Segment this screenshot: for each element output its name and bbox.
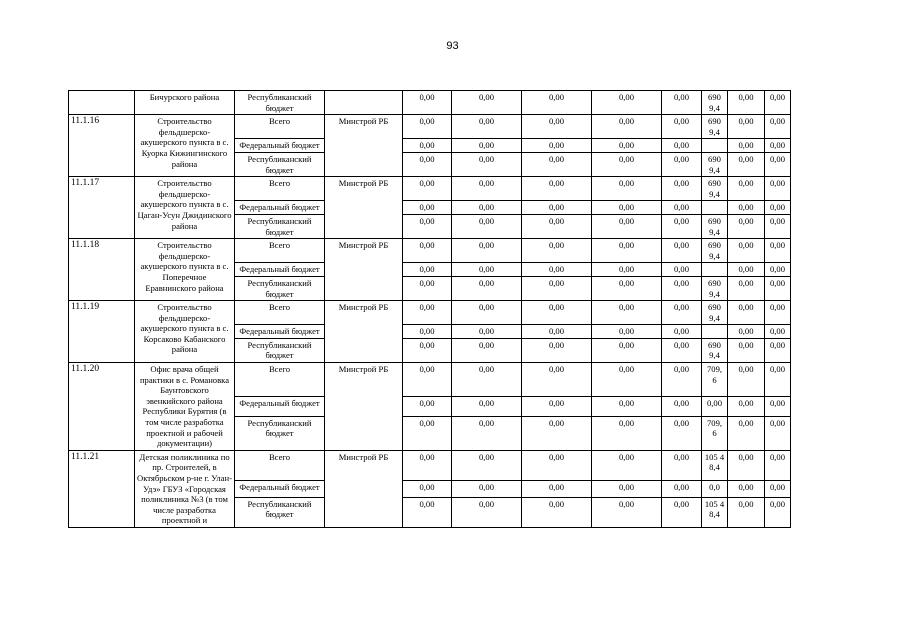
value-cell: 0,00 [662,214,702,238]
value-cell: 0,00 [728,177,765,201]
value-cell: 0,00 [662,201,702,215]
value-cell: 0,00 [522,115,592,139]
value-cell: 0,00 [662,152,702,176]
value-cell: 0,00 [728,450,765,480]
item-name-cell: Детская поликлиника по пр. Строителей, в Октябрьском р-не г. Улан-Удэ» ГБУЗ «Городская поликлиника №3 (в том числе разработка проектной и [135,450,235,527]
value-cell: 0,00 [452,301,522,325]
funding-source-cell: Федеральный бюджет [235,201,325,215]
value-cell: 0,00 [403,152,452,176]
value-cell: 0,00 [592,416,662,450]
value-cell: 0,00 [662,397,702,416]
funding-source-cell: Республиканский бюджет [235,214,325,238]
value-cell: 0,00 [452,115,522,139]
value-cell: 0,00 [765,152,791,176]
value-cell: 0,00 [728,139,765,153]
value-cell: 0,00 [592,497,662,527]
responsible-cell: Минстрой РБ [325,115,403,177]
item-name-cell: Строительство фельдшерско-акушерского пункта в с. Куорка Кижингинского района [135,115,235,177]
value-cell: 0,00 [592,363,662,397]
responsible-cell: Минстрой РБ [325,450,403,527]
table-row [69,450,791,480]
value-cell: 0,00 [592,214,662,238]
value-cell: 0,00 [403,276,452,300]
funding-source-cell: Федеральный бюджет [235,139,325,153]
value-cell: 0,00 [452,325,522,339]
value-cell: 690 9,4 [702,338,728,362]
item-code-cell: 11.1.19 [69,301,135,363]
responsible-cell: Минстрой РБ [325,177,403,239]
table-body [69,91,791,528]
value-cell: 0,00 [522,276,592,300]
value-cell: 0,00 [592,263,662,277]
value-cell: 0,00 [592,450,662,480]
value-cell: 0,00 [728,325,765,339]
value-cell: 0,00 [403,416,452,450]
funding-source-cell: Всего [235,239,325,263]
value-cell: 0,00 [522,325,592,339]
table-row [69,177,791,201]
value-cell: 0,00 [452,338,522,362]
value-cell: 0,00 [662,139,702,153]
value-cell: 690 9,4 [702,239,728,263]
funding-source-cell: Республиканский бюджет [235,152,325,176]
value-cell: 0,00 [522,397,592,416]
value-cell: 0,00 [592,91,662,115]
value-cell: 0,00 [403,301,452,325]
value-cell: 0,00 [592,301,662,325]
value-cell: 0,00 [765,480,791,497]
funding-source-cell: Республиканский бюджет [235,497,325,527]
value-cell: 0,00 [765,214,791,238]
item-code-cell: 11.1.21 [69,450,135,527]
value-cell: 0,00 [522,177,592,201]
value-cell: 0,00 [403,115,452,139]
value-cell: 0,00 [403,239,452,263]
value-cell: 0,00 [702,397,728,416]
value-cell: 0,00 [765,325,791,339]
value-cell: 0,00 [662,301,702,325]
value-cell [702,201,728,215]
value-cell: 0,00 [452,497,522,527]
value-cell: 0,00 [452,91,522,115]
value-cell: 0,00 [728,239,765,263]
value-cell: 0,00 [403,450,452,480]
value-cell: 0,00 [522,214,592,238]
funding-source-cell: Республиканский бюджет [235,416,325,450]
value-cell: 0,00 [662,263,702,277]
value-cell: 690 9,4 [702,91,728,115]
value-cell: 0,00 [728,363,765,397]
value-cell: 0,00 [728,480,765,497]
value-cell: 0,00 [592,201,662,215]
item-code-cell: 11.1.16 [69,115,135,177]
value-cell: 0,00 [522,91,592,115]
value-cell: 0,00 [592,480,662,497]
value-cell: 0,00 [403,201,452,215]
value-cell: 0,00 [452,214,522,238]
value-cell: 0,00 [728,397,765,416]
table-row [69,363,791,397]
value-cell: 0,00 [662,115,702,139]
budget-table [68,90,791,528]
item-name-cell: Строительство фельдшерско-акушерского пункта в с. Цаган-Усун Джидинского района [135,177,235,239]
value-cell: 0,00 [765,301,791,325]
value-cell: 0,00 [592,239,662,263]
value-cell [702,325,728,339]
value-cell: 0,00 [452,201,522,215]
value-cell: 0,00 [662,416,702,450]
value-cell: 0,00 [522,152,592,176]
value-cell: 0,00 [403,139,452,153]
funding-source-cell: Республиканский бюджет [235,338,325,362]
value-cell: 0,00 [452,397,522,416]
value-cell: 0,00 [765,139,791,153]
value-cell: 0,00 [662,91,702,115]
value-cell: 0,00 [728,416,765,450]
value-cell: 0,00 [592,397,662,416]
value-cell: 0,00 [662,450,702,480]
funding-source-cell: Всего [235,177,325,201]
value-cell: 0,00 [452,416,522,450]
value-cell: 0,00 [765,450,791,480]
value-cell: 0,00 [403,397,452,416]
item-name-cell: Строительство фельдшерско-акушерского пункта в с. Поперечное Еравнинского района [135,239,235,301]
value-cell: 0,00 [522,201,592,215]
value-cell: 0,00 [662,497,702,527]
responsible-cell: Минстрой РБ [325,301,403,363]
value-cell: 709, 6 [702,416,728,450]
page-number: 93 [446,40,459,52]
value-cell: 0,00 [522,301,592,325]
funding-source-cell: Всего [235,115,325,139]
value-cell: 0,00 [765,263,791,277]
value-cell: 0,00 [728,115,765,139]
value-cell: 0,00 [403,480,452,497]
value-cell: 0,00 [452,450,522,480]
value-cell: 0,00 [452,177,522,201]
funding-source-cell: Всего [235,450,325,480]
value-cell: 105 48,4 [702,450,728,480]
value-cell: 0,00 [522,338,592,362]
value-cell: 0,00 [403,338,452,362]
value-cell: 0,00 [452,363,522,397]
table-row [69,115,791,139]
item-code-cell: 11.1.20 [69,363,135,451]
value-cell: 0,00 [662,325,702,339]
value-cell: 0,00 [728,152,765,176]
item-name-cell: Бичурского района [135,91,235,115]
responsible-cell [325,91,403,115]
value-cell: 0,00 [592,152,662,176]
value-cell: 0,00 [403,325,452,339]
value-cell: 0,00 [452,139,522,153]
value-cell: 0,00 [452,480,522,497]
table-row [69,239,791,263]
funding-source-cell: Республиканский бюджет [235,276,325,300]
value-cell: 0,00 [403,363,452,397]
value-cell: 0,00 [765,416,791,450]
value-cell: 0,00 [662,276,702,300]
value-cell: 0,00 [728,201,765,215]
value-cell: 0,00 [592,139,662,153]
value-cell: 0,00 [728,263,765,277]
funding-source-cell: Федеральный бюджет [235,325,325,339]
value-cell: 0,00 [522,263,592,277]
value-cell: 709, 6 [702,363,728,397]
responsible-cell: Минстрой РБ [325,239,403,301]
value-cell: 0,00 [522,416,592,450]
value-cell: 0,00 [728,214,765,238]
value-cell: 0,00 [522,239,592,263]
table-row [69,91,791,115]
value-cell: 0,00 [662,177,702,201]
funding-source-cell: Всего [235,301,325,325]
value-cell: 0,00 [728,276,765,300]
value-cell: 0,00 [765,497,791,527]
item-name-cell: Строительство фельдшерско-акушерского пункта в с. Корсаково Кабанского района [135,301,235,363]
item-name-cell: Офис врача общей практики в с. Романовка Баунтовского эвенкийского района Республики Бурятия (в том числе разработка проектной и рабочей документации) [135,363,235,451]
item-code-cell: 11.1.17 [69,177,135,239]
value-cell: 0,00 [592,325,662,339]
value-cell: 0,00 [452,239,522,263]
value-cell [702,139,728,153]
value-cell: 0,00 [662,480,702,497]
value-cell: 0,00 [592,276,662,300]
item-code-cell: 11.1.18 [69,239,135,301]
value-cell: 0,00 [452,263,522,277]
value-cell: 0,00 [765,91,791,115]
value-cell: 0,00 [728,301,765,325]
value-cell: 690 9,4 [702,276,728,300]
value-cell: 0,00 [522,450,592,480]
value-cell: 0,00 [592,338,662,362]
value-cell: 0,00 [522,363,592,397]
value-cell: 0,00 [662,338,702,362]
value-cell: 0,00 [728,497,765,527]
value-cell: 0,00 [522,497,592,527]
value-cell: 0,00 [522,139,592,153]
value-cell: 690 9,4 [702,152,728,176]
value-cell: 0,00 [403,497,452,527]
value-cell: 0,00 [765,276,791,300]
funding-source-cell: Федеральный бюджет [235,263,325,277]
table-row [69,301,791,325]
responsible-cell: Минстрой РБ [325,363,403,451]
value-cell: 0,00 [765,115,791,139]
value-cell: 0,00 [765,363,791,397]
value-cell: 0,00 [592,177,662,201]
value-cell: 0,00 [765,338,791,362]
funding-source-cell: Федеральный бюджет [235,480,325,497]
funding-source-cell: Всего [235,363,325,397]
value-cell: 0,00 [403,263,452,277]
value-cell: 690 9,4 [702,214,728,238]
value-cell: 0,00 [765,177,791,201]
value-cell: 0,00 [452,152,522,176]
value-cell: 0,00 [765,201,791,215]
value-cell: 0,00 [765,239,791,263]
funding-source-cell: Республиканский бюджет [235,91,325,115]
value-cell: 0,00 [592,115,662,139]
value-cell: 105 48,4 [702,497,728,527]
value-cell: 0,00 [403,91,452,115]
value-cell: 0,00 [522,480,592,497]
value-cell: 0,00 [452,276,522,300]
value-cell: 0,00 [403,177,452,201]
value-cell: 0,00 [662,363,702,397]
value-cell: 690 9,4 [702,177,728,201]
value-cell: 690 9,4 [702,115,728,139]
item-code-cell [69,91,135,115]
value-cell: 0,00 [728,338,765,362]
value-cell: 0,00 [662,239,702,263]
value-cell: 0,00 [403,214,452,238]
value-cell: 0,00 [765,397,791,416]
value-cell: 0,00 [728,91,765,115]
value-cell: 690 9,4 [702,301,728,325]
funding-source-cell: Федеральный бюджет [235,397,325,416]
value-cell [702,263,728,277]
value-cell: 0,0 [702,480,728,497]
